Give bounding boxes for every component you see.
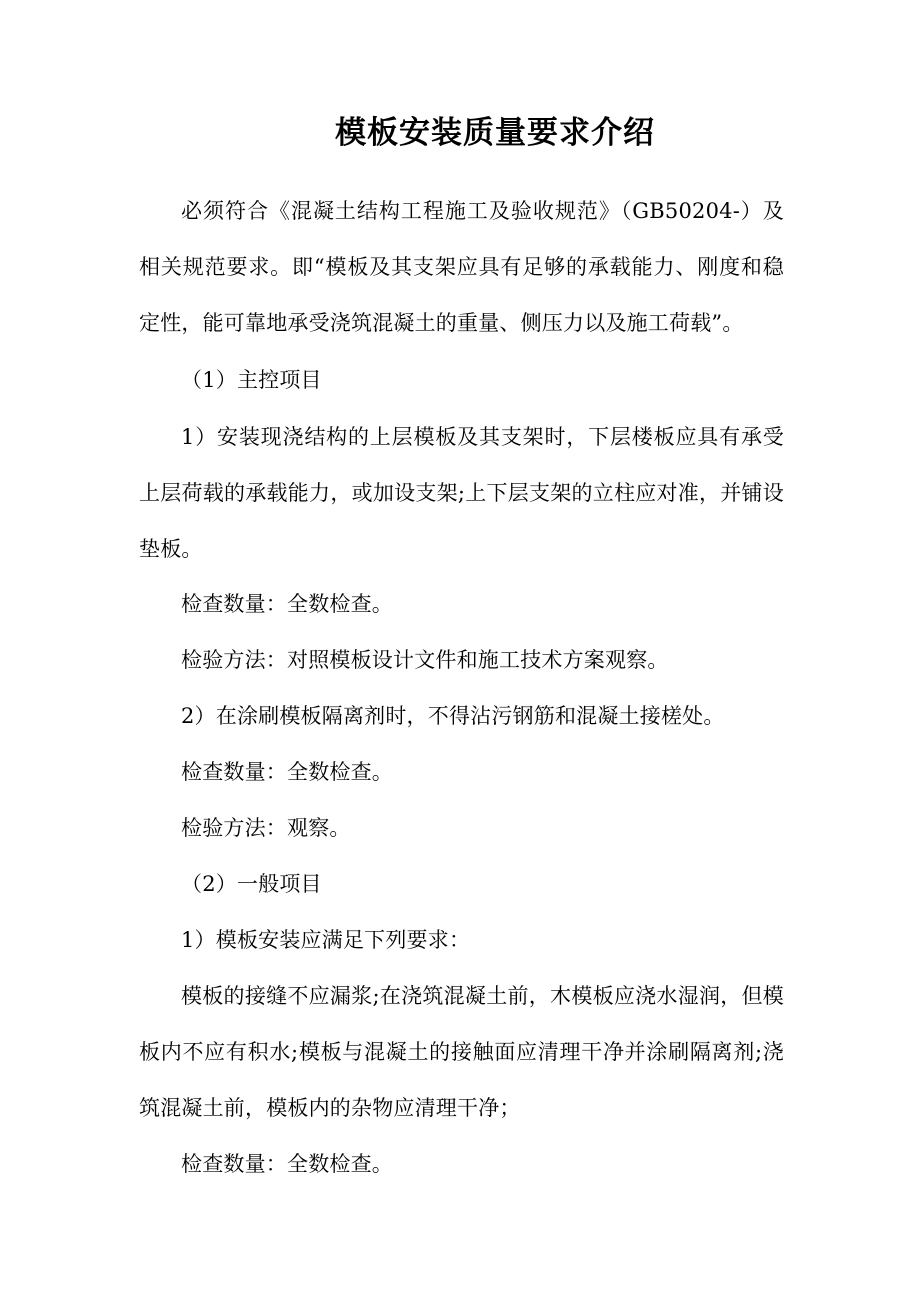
paragraph-inspection-method: 检验方法：观察。 bbox=[181, 816, 351, 840]
paragraph-inspection-quantity: 检查数量：全数检查。 bbox=[181, 592, 393, 616]
page-title: 模板安装质量要求介绍 bbox=[335, 115, 655, 151]
paragraph-inspection-method: 检验方法：对照模板设计文件和施工技术方案观察。 bbox=[181, 648, 669, 672]
paragraph-inspection-quantity: 检查数量：全数检查。 bbox=[181, 760, 393, 784]
paragraph-inspection-quantity: 检查数量：全数检查。 bbox=[181, 1152, 393, 1176]
paragraph-item-1: 1）安装现浇结构的上层模板及其支架时，下层楼板应具有承受上层荷载的承载能力，或加设支架;上下层支架的立柱应对准，并铺设垫板。 bbox=[139, 425, 784, 561]
paragraph-general-heading: （2）一般项目 bbox=[181, 872, 322, 896]
paragraph-formwork-requirements: 模板的接缝不应漏浆;在浇筑混凝土前，木模板应浇水湿润，但模板内不应有积水;模板与混凝土的接触面应清理干净并涂刷隔离剂;浇筑混凝土前，模板内的杂物应清理干净； bbox=[139, 984, 784, 1120]
paragraph-item-2: 2）在涂刷模板隔离剂时，不得沾污钢筋和混凝土接槎处。 bbox=[181, 704, 725, 728]
paragraph-intro: 必须符合《混凝土结构工程施工及验收规范》（GB50204-）及相关规范要求。即“模板及其支架应具有足够的承载能力、刚度和稳定性，能可靠地承受浇筑混凝土的重量、侧压力以及施工荷载”。 bbox=[139, 199, 784, 335]
paragraph-main-control-heading: （1）主控项目 bbox=[181, 368, 322, 392]
paragraph-general-item-1: 1）模板安装应满足下列要求： bbox=[181, 928, 471, 952]
